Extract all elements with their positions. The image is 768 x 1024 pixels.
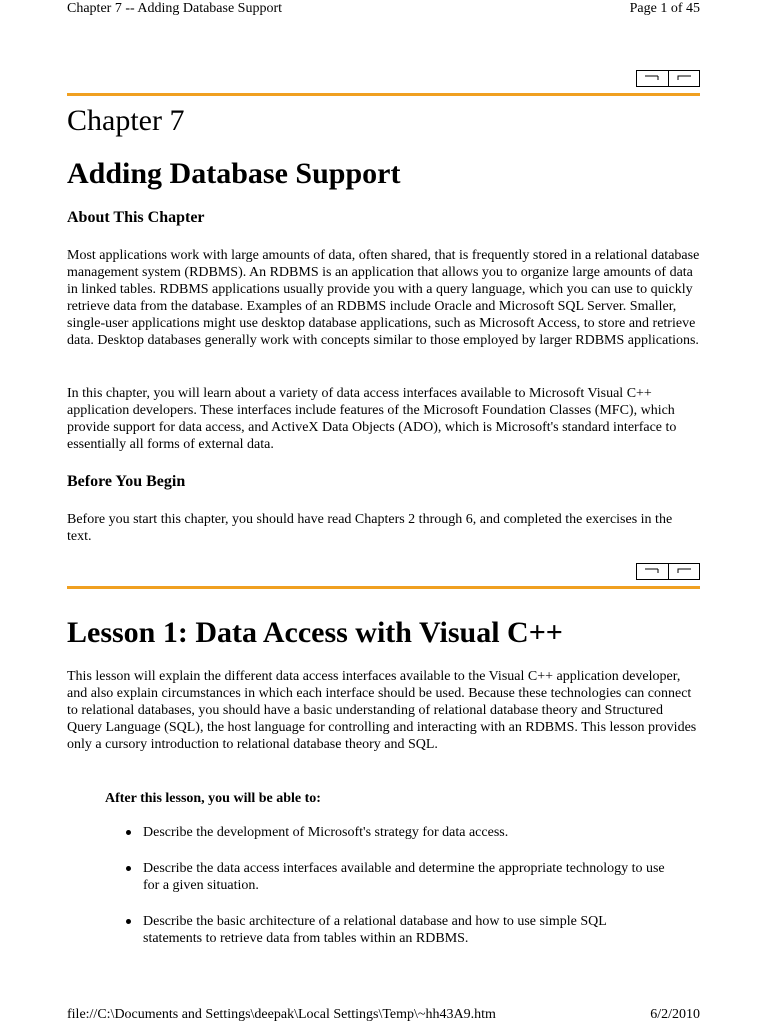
list-item xyxy=(120,913,668,947)
nav-buttons-middle xyxy=(636,563,700,580)
section-divider xyxy=(67,93,700,96)
next-button[interactable] xyxy=(668,71,700,86)
next-button[interactable] xyxy=(668,564,700,579)
previous-button[interactable] xyxy=(637,71,668,86)
list-item xyxy=(120,860,668,894)
page-header xyxy=(67,0,700,22)
bullet-icon xyxy=(126,830,131,835)
bullet-icon xyxy=(126,866,131,871)
objective-text: Describe the basic architecture of a relational database and how to use simple SQL statements to retrieve data from tables within an RDBMS. xyxy=(143,914,607,946)
print-date: 6/2/2010 xyxy=(650,1007,700,1022)
chapter-title: Adding Database Support xyxy=(67,157,401,190)
lesson-paragraph: This lesson will explain the different data access interfaces available to the Visual C++ application developer, and also explain circumstances in which each interface should be used. Because these technologies can connect to relational databases, you should have a basic understanding of relational database theory and Structured Query Language (SQL), the host language for controlling and interacting with an RDBMS. This lesson provides only a cursory introduction to relational database theory and SQL. xyxy=(67,669,697,752)
objective-text: Describe the development of Microsoft's strategy for data access. xyxy=(143,825,509,840)
objective-text: Describe the data access interfaces available and determine the appropriate technology to use for a given situation. xyxy=(143,861,665,893)
about-paragraph-2: In this chapter, you will learn about a variety of data access interfaces available to Microsoft Visual C++ application developers. These interfaces include features of the Microsoft Foundation Classes (MFC), which provide support for data access, and ActiveX Data Objects (ADO), which is Microsoft's standard interface to essentially all forms of external data. xyxy=(67,386,677,452)
section-divider xyxy=(67,586,700,589)
previous-page-icon xyxy=(645,568,659,574)
before-heading: Before You Begin xyxy=(67,473,186,490)
next-page-icon xyxy=(677,75,691,81)
chapter-label: Chapter 7 xyxy=(67,104,185,137)
before-paragraph: Before you start this chapter, you should have read Chapters 2 through 6, and completed the exercises in the text. xyxy=(67,512,673,544)
previous-button[interactable] xyxy=(637,564,668,579)
about-paragraph-1: Most applications work with large amounts of data, often shared, that is frequently stored in a relational database management system (RDBMS). An RDBMS is an application that allows you to organize large amounts of data in linked tables. RDBMS applications usually provide you with a query language, which you can use to quickly retrieve data from the database. Examples of an RDBMS include Oracle and Microsoft SQL Server. Smaller, single-user applications might use desktop database applications, such as Microsoft Access, to store and retrieve data. Desktop databases generally work with concepts similar to those employed by larger RDBMS applications. xyxy=(67,248,700,348)
page-number: Page 1 of 45 xyxy=(629,1,700,16)
previous-page-icon xyxy=(645,75,659,81)
about-heading: About This Chapter xyxy=(67,209,205,226)
file-path: file://C:\Documents and Settings\deepak\Local Settings\Temp\~hh43A9.htm xyxy=(67,1007,496,1022)
objectives-heading: After this lesson, you will be able to: xyxy=(105,791,321,806)
header-title: Chapter 7 -- Adding Database Support xyxy=(67,1,283,16)
next-page-icon xyxy=(677,568,691,574)
list-item xyxy=(120,824,668,841)
bullet-icon xyxy=(126,919,131,924)
nav-buttons-top xyxy=(636,70,700,87)
lesson-title: Lesson 1: Data Access with Visual C++ xyxy=(67,616,563,649)
